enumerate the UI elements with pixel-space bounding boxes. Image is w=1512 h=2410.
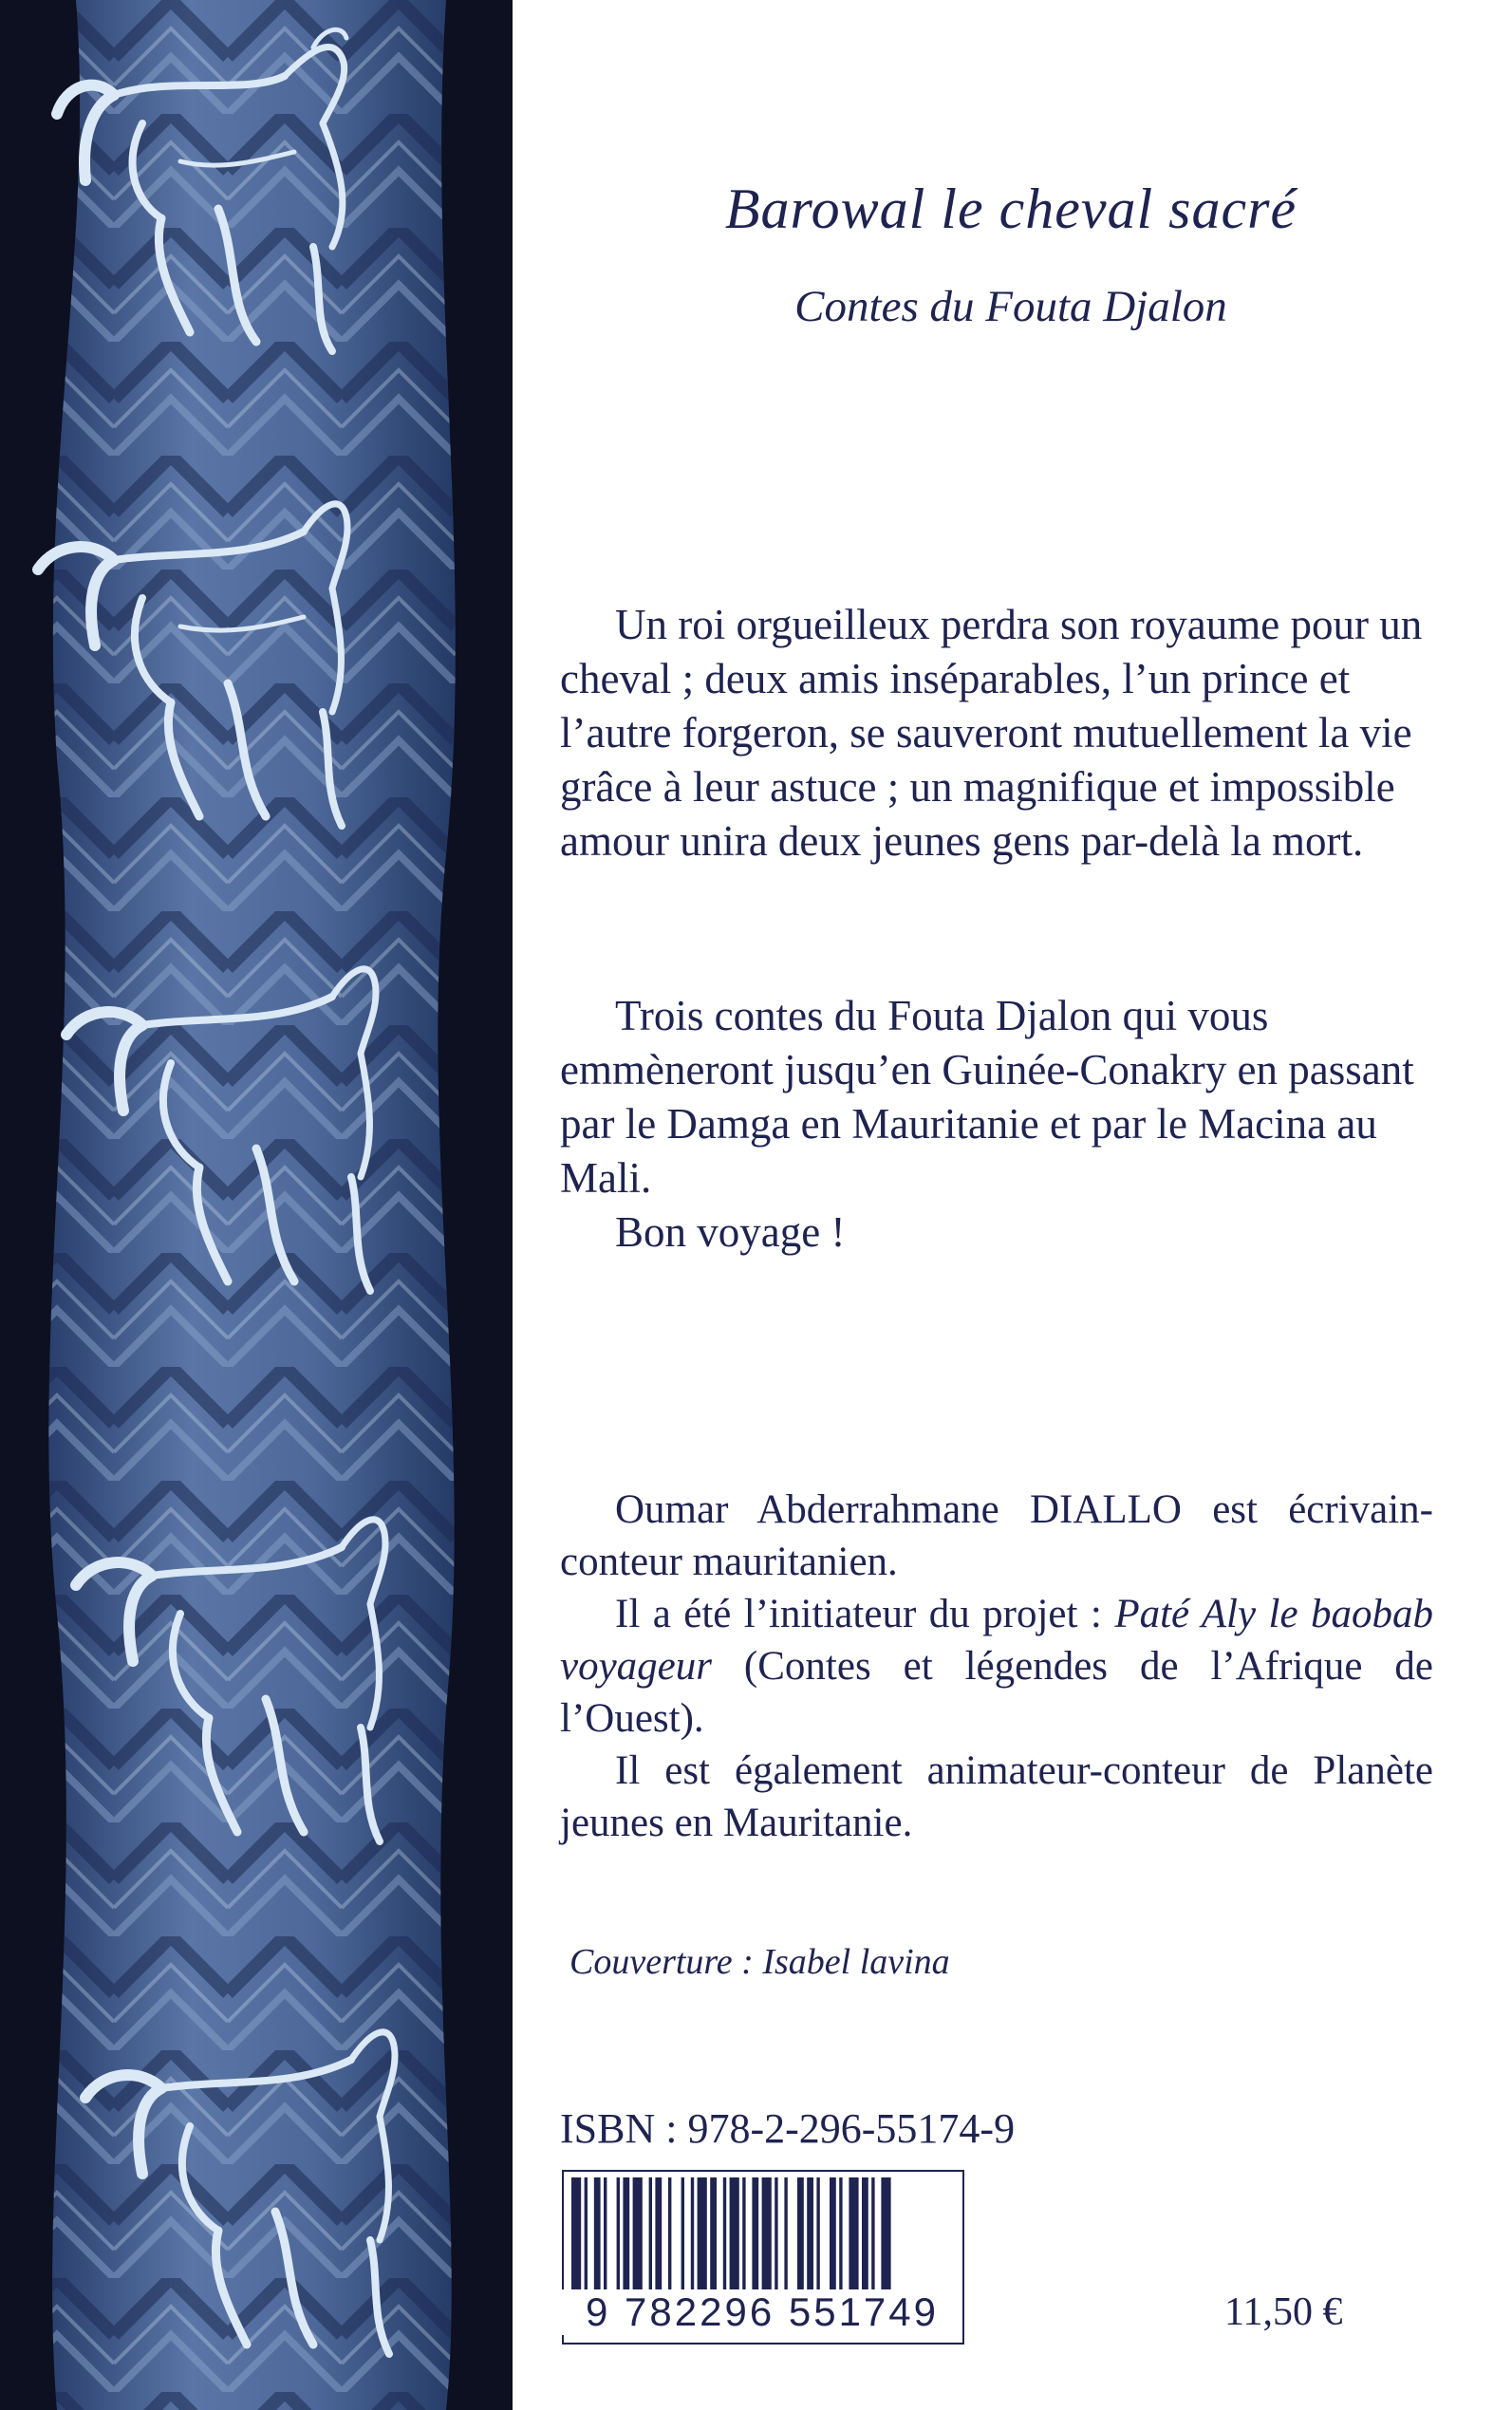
barcode-bar bbox=[623, 2177, 629, 2293]
horse-illustration bbox=[47, 1481, 484, 1879]
book-title: Barowal le cheval sacré bbox=[724, 177, 1297, 240]
horse-illustration bbox=[28, 19, 465, 418]
barcode-bar bbox=[604, 2177, 607, 2293]
blurb-paragraph-2 bbox=[560, 989, 1433, 1260]
barcode-bar bbox=[617, 2177, 620, 2293]
barcode-bar bbox=[691, 2177, 694, 2293]
isbn-label: ISBN : 978-2-296-55174-9 bbox=[560, 2105, 1016, 2152]
barcode-bar bbox=[862, 2177, 868, 2293]
author-bio-line-2 bbox=[560, 1588, 1433, 1745]
blurb-text-3: Bon voyage ! bbox=[615, 1208, 846, 1256]
barcode-bar bbox=[730, 2177, 739, 2293]
barcode-bar bbox=[594, 2177, 601, 2293]
cover-artwork-band bbox=[0, 0, 513, 2410]
barcode-bar bbox=[698, 2177, 707, 2293]
barcode-bar bbox=[807, 2177, 813, 2293]
barcode-bar bbox=[723, 2177, 726, 2293]
horse-illustration bbox=[38, 940, 475, 1338]
author-bio-line-3: Il est également animateur-conteur de Planète jeunes en Mauritanie. bbox=[560, 1748, 1433, 1845]
author-bio-line-2-prefix: Il a été l’initiateur du projet : bbox=[615, 1592, 1115, 1636]
horse-illustration bbox=[19, 465, 456, 864]
barcode-bar bbox=[830, 2177, 836, 2293]
barcode-bar bbox=[649, 2177, 652, 2293]
barcode-bar bbox=[871, 2177, 874, 2293]
barcode-bar bbox=[816, 2177, 819, 2293]
blurb-text-2: Trois contes du Fouta Djalon qui vous emmèneront jusqu’en Guinée-Conakry en passant par le Damga en Mauritanie et par le Macina au Mali. bbox=[560, 992, 1414, 1202]
blurb-text-1: Un roi orgueilleux perdra son royaume pour un cheval ; deux amis inséparables, l’un prince et l’autre forgeron, se sauveront mutuellement la vie grâce à leur astuce ; un magnifique et impossible amour unira deux jeunes gens par-delà la mort. bbox=[560, 601, 1423, 865]
price-label: 11,50 € bbox=[1224, 2290, 1343, 2334]
barcode-bar bbox=[668, 2177, 671, 2293]
horse-illustration bbox=[57, 1984, 494, 2382]
barcode-bar bbox=[849, 2177, 858, 2293]
barcode-bar bbox=[762, 2177, 772, 2293]
barcode-bar bbox=[633, 2177, 643, 2293]
barcode-bar bbox=[881, 2177, 890, 2293]
project-title: Paté Aly le baobab voyageur bbox=[560, 1592, 1433, 1689]
barcode-bar bbox=[585, 2177, 588, 2293]
barcode-digits: 9 782296 551749 bbox=[562, 2289, 962, 2335]
author-bio-line-1: Oumar Abderrahmane DIALLO est écrivain-conteur mauritanien. bbox=[560, 1487, 1433, 1584]
barcode-bar bbox=[681, 2177, 684, 2293]
author-bio bbox=[560, 1484, 1433, 1849]
barcode-bar bbox=[710, 2177, 717, 2293]
barcode-bar bbox=[752, 2177, 758, 2293]
blurb-paragraph-1 bbox=[560, 598, 1433, 869]
barcode-bar bbox=[571, 2177, 581, 2293]
barcode-bar bbox=[784, 2177, 787, 2293]
barcode-bar bbox=[839, 2177, 842, 2293]
cover-credit: Couverture : Isabel lavina bbox=[569, 1942, 950, 1982]
barcode-bar bbox=[775, 2177, 777, 2293]
book-subtitle: Contes du Fouta Djalon bbox=[794, 282, 1227, 331]
barcode-bar bbox=[655, 2177, 662, 2293]
author-bio-line-2-suffix: (Contes et légendes de l’Afrique de l’Ouest). bbox=[560, 1644, 1433, 1741]
barcode-bar bbox=[742, 2177, 745, 2293]
barcode-bar bbox=[797, 2177, 804, 2293]
